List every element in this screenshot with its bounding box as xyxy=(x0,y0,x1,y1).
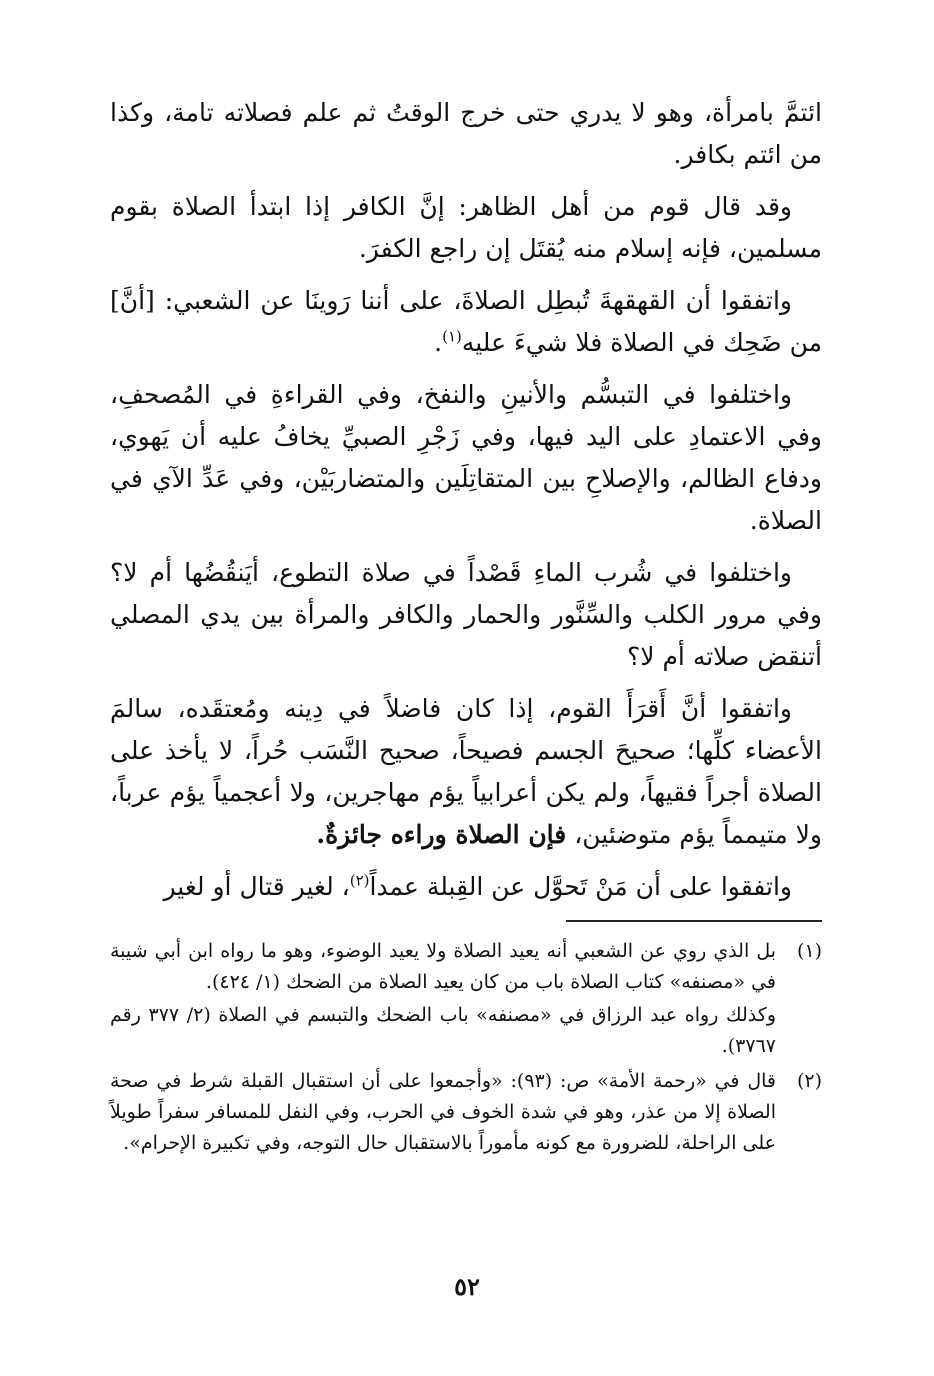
paragraph-2-text: وقد قال قوم من أهل الظاهر: إنَّ الكافر إذا ابتدأ الصلاة بقوم مسلمين، فإنه إسلام منه يُقتَل إن راجع الكفرَ. xyxy=(110,192,822,263)
paragraph-7-text: واتفقوا على أن مَنْ تَحوَّل عن القِبلة عمداً xyxy=(369,872,792,901)
paragraph-7 xyxy=(110,866,822,908)
paragraph-6-bold: فإن الصلاة وراءه جائزةٌ. xyxy=(316,820,567,849)
footnotes xyxy=(110,936,822,1163)
paragraph-5-text: واختلفوا في شُرب الماءِ قَصْداً في صلاة التطوع، أيَنقُضُها أم لا؟ وفي مرور الكلب والسِّنَّور والحمار والكافر والمرأة بين يدي المصلي أتنقض صلاته أم لا؟ xyxy=(110,558,822,671)
footnote-2 xyxy=(110,1066,822,1159)
footnote-1 xyxy=(110,936,822,1062)
paragraph-2 xyxy=(110,186,822,270)
paragraph-5 xyxy=(110,552,822,678)
main-body xyxy=(110,92,822,908)
paragraph-1-text: ائتمَّ بامرأة، وهو لا يدري حتى خرج الوقتُ ثم علم فصلاته تامة، وكذا من ائتم بكافر. xyxy=(110,98,822,169)
paragraph-6-text: واتفقوا أنَّ أَقرَأَ القوم، إذا كان فاضلاً في دِينه ومُعتقَده، سالمَ الأعضاء كلِّها؛ صحيحَ الجسم فصيحاً، صحيح النَّسَب حُراً، لا يأخذ على الصلاة أجراً فقيهاً، ولم يكن أعرابياً يؤم مهاجرين، ولا أعجمياً يؤم عرباً، ولا متيمماً يؤم متوضئين، xyxy=(110,694,822,849)
footnote-2-text: قال في «رحمة الأمة» ص: (٩٣): «وأجمعوا على أن استقبال القبلة شرط في صحة الصلاة إلا من عذر، وهو في شدة الخوف في الحرب، وفي النفل للمسافر سفراً طويلاً على الراحلة، للضرورة مع كونه مأموراً بالاستقبال حال التوجه، وفي تكبيرة الإحرام». xyxy=(110,1070,776,1154)
footnote-ref-2[interactable]: (٢) xyxy=(349,871,370,890)
footnote-1-number: (١) xyxy=(796,940,822,962)
paragraph-1 xyxy=(110,92,822,176)
footnote-1-continuation: وكذلك رواه عبد الرزاق في «مصنفه» باب الضحك والتبسم في الصلاة (٢/ ٣٧٧ رقم ٣٧٦٧). xyxy=(110,1004,776,1057)
paragraph-4-text: واختلفوا في التبسُّم والأنينِ والنفخ، وفي القراءةِ في المُصحفِ، وفي الاعتمادِ على اليد فيها، وفي زَجْرِ الصبيِّ يخافُ عليه أن يَهوي، ودفاع الظالم، والإصلاحِ بين المتقاتِلَين والمتضاربَيْن، وفي عَدِّ الآي في الصلاة. xyxy=(110,380,822,535)
paragraph-3-text: واتفقوا أن القهقهةَ تُبطِل الصلاةَ، على أننا رَوينَا عن الشعبي: [أنَّ] من ضَحِك في الصلاة فلا شيءَ عليه xyxy=(110,286,822,357)
paragraph-7-tail: ، لغير قتال أو لغير xyxy=(163,872,350,901)
footnote-1-text: بل الذي روي عن الشعبي أنه يعيد الصلاة ولا يعيد الوضوء، وهو ما رواه ابن أبي شيبة في «مصنفه» كتاب الصلاة باب من كان يعيد الصلاة من الضحك (١/ ٤٢٤). xyxy=(110,940,776,993)
paragraph-6 xyxy=(110,688,822,856)
footnote-ref-1[interactable]: (١) xyxy=(442,327,462,346)
page-number: ٥٢ xyxy=(454,1272,480,1301)
paragraph-3: واتفقوا أن القهقهةَ تُبطِل الصلاةَ، على أننا رَوينَا عن الشعبي: [أنَّ] من ضَحِك في الصلاة فلا شيءَ عليه$^{(١)}$. xyxy=(110,286,822,357)
main-text xyxy=(110,92,822,918)
footnote-separator xyxy=(566,920,822,922)
footnote-2-number: (٢) xyxy=(796,1070,822,1092)
paragraph-4 xyxy=(110,374,822,542)
